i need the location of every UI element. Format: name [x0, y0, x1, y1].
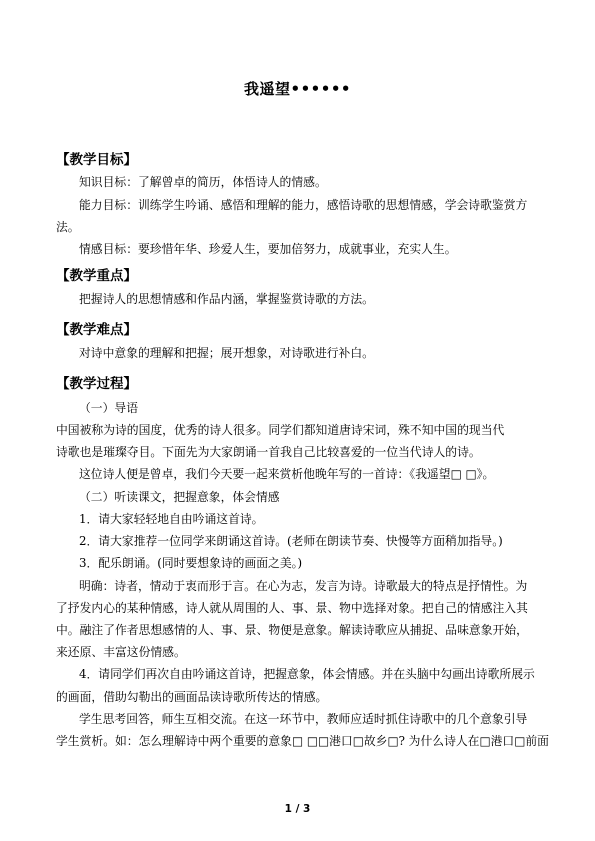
- paragraph-line: 2．请大家推荐一位同学来朗诵这首诗。(老师在朗读节奏、快慢等方面稍加指导。): [79, 534, 503, 548]
- paragraph-line: 情感目标：要珍惜年华、珍爱人生，要加倍努力，成就事业，充实人生。: [79, 242, 457, 256]
- page-number: 1 / 3: [284, 803, 311, 815]
- paragraph-line: 把握诗人的思想情感和作品内涵，掌握鉴赏诗歌的方法。: [79, 292, 374, 306]
- paragraph-line: 的画面，借助勾勒出的画面品读诗歌所传达的情感。: [56, 690, 328, 704]
- paragraph-line: （一）导语: [79, 401, 138, 415]
- paragraph-line: 学生思考回答，师生互相交流。在这一环节中，教师应适时抓住诗歌中的几个意象引导: [79, 712, 528, 726]
- paragraph-line: 诗歌也是璀璨夺目。下面先为大家朗诵一首我自己比较喜爱的一位当代诗人的诗。: [56, 445, 481, 459]
- paragraph-line: 3．配乐朗诵。(同时要想象诗的画面之美。): [79, 556, 303, 570]
- section-heading-process: 【教学过程】: [56, 376, 137, 392]
- section-heading-goals: 【教学目标】: [56, 152, 137, 168]
- paragraph-line: 知识目标：了解曾卓的简历，体悟诗人的情感。: [79, 175, 327, 189]
- paragraph-line: 中国被称为诗的国度，优秀的诗人很多。同学们都知道唐诗宋词，殊不知中国的现当代: [56, 423, 505, 437]
- paragraph-line: 学生赏析。如：怎么理解诗中两个重要的意象□ □□港口□故乡□? 为什么诗人在□港口□前面: [56, 734, 549, 748]
- paragraph-line: 了抒发内心的某种情感，诗人就从周围的人、事、景、物中选择对象。把自己的情感注入其: [56, 601, 528, 615]
- paragraph-line: 这位诗人便是曾卓，我们今天要一起来赏析他晚年写的一首诗：《我遥望□ □》。: [79, 467, 495, 481]
- section-heading-difficulties: 【教学难点】: [56, 322, 137, 338]
- paragraph-line: 法。: [56, 220, 80, 234]
- paragraph-line: 能力目标：训练学生吟诵、感悟和理解的能力，感悟诗歌的思想情感，学会诗歌鉴赏方: [79, 198, 528, 212]
- paragraph-line: 4．请同学们再次自由吟诵这首诗，把握意象，体会情感。并在头脑中勾画出诗歌所展示: [79, 667, 535, 681]
- section-heading-key-points: 【教学重点】: [56, 268, 137, 284]
- paragraph-line: 中。融注了作者思想感情的人、事、景、物便是意象。解读诗歌应从捕捉、品味意象开始，: [56, 623, 528, 637]
- paragraph-line: （二）听读课文，把握意象，体会情感: [79, 490, 280, 504]
- paragraph-line: 对诗中意象的理解和把握；展开想象，对诗歌进行补白。: [79, 346, 374, 360]
- paragraph-line: 来还原、丰富这份情感。: [56, 645, 186, 659]
- paragraph-line: 1．请大家轻轻地自由吟诵这首诗。: [79, 512, 264, 526]
- paragraph-line: 明确：诗者，情动于衷而形于言。在心为志，发言为诗。诗歌最大的特点是抒情性。为: [79, 579, 528, 593]
- document-title: 我遥望••••••: [243, 80, 352, 98]
